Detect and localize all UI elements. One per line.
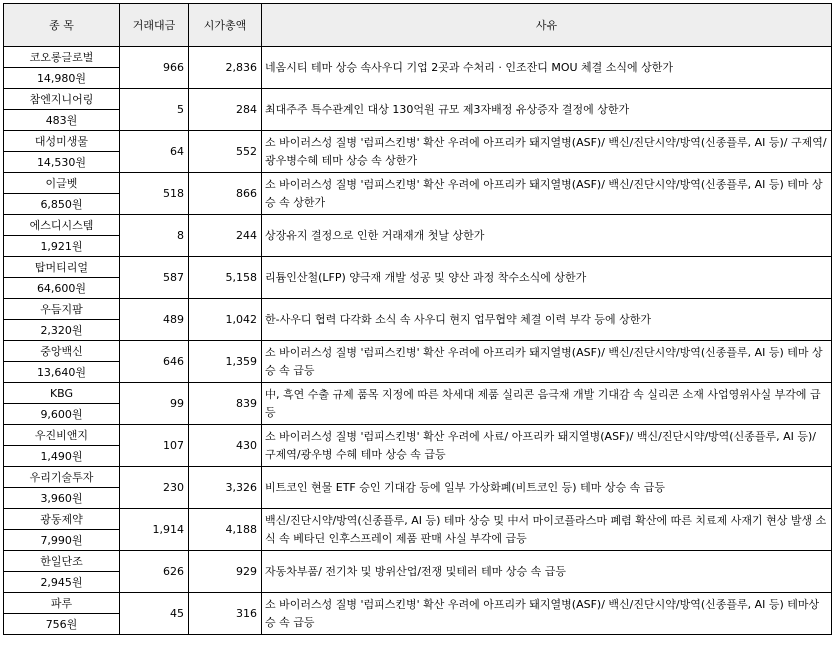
market-cap: 5,158 (189, 257, 262, 299)
trade-volume: 64 (120, 131, 189, 173)
stock-price: 2,320원 (4, 320, 120, 341)
header-row (4, 4, 832, 47)
stock-price: 14,980원 (4, 68, 120, 89)
stock-name: 탑머티리얼 (4, 257, 120, 278)
table-row (4, 383, 832, 404)
stock-price: 64,600원 (4, 278, 120, 299)
reason-text: 비트코인 현물 ETF 승인 기대감 등에 일부 가상화폐(비트코인 등) 테마 상승 속 급등 (262, 467, 832, 509)
stock-price: 7,990원 (4, 530, 120, 551)
reason-text: 한-사우디 협력 다각화 소식 속 사우디 현지 업무협약 체결 이력 부각 등에 상한가 (262, 299, 832, 341)
reason-text: 최대주주 특수관계인 대상 130억원 규모 제3자배정 유상증자 결정에 상한가 (262, 89, 832, 131)
market-cap: 929 (189, 551, 262, 593)
table-row (4, 467, 832, 488)
reason-text: 소 바이러스성 질병 '럼피스킨병' 확산 우려에 아프리카 돼지열병(ASF)/ 백신/진단시약/방역(신종플루, AI 등) 테마 상승 속 급등 (262, 341, 832, 383)
stock-price: 6,850원 (4, 194, 120, 215)
stock-name: 우듬지팜 (4, 299, 120, 320)
trade-volume: 8 (120, 215, 189, 257)
trade-volume: 646 (120, 341, 189, 383)
market-cap: 2,836 (189, 47, 262, 89)
market-cap: 839 (189, 383, 262, 425)
header-mcap: 시가총액 (189, 4, 262, 47)
table-row (4, 341, 832, 362)
trade-volume: 626 (120, 551, 189, 593)
trade-volume: 107 (120, 425, 189, 467)
market-cap: 552 (189, 131, 262, 173)
trade-volume: 1,914 (120, 509, 189, 551)
reason-text: 백신/진단시약/방역(신종플루, AI 등) 테마 상승 및 中서 마이코플라스마 폐렴 확산에 따른 치료제 사재기 현상 발생 소식 속 베타딘 인후스프레이 제품 판매 사실 부각에 급등 (262, 509, 832, 551)
stock-name: 이글벳 (4, 173, 120, 194)
stock-name: 한일단조 (4, 551, 120, 572)
trade-volume: 518 (120, 173, 189, 215)
trade-volume: 230 (120, 467, 189, 509)
stock-price: 3,960원 (4, 488, 120, 509)
stock-price: 1,490원 (4, 446, 120, 467)
stock-price: 14,530원 (4, 152, 120, 173)
stock-price: 1,921원 (4, 236, 120, 257)
market-cap: 866 (189, 173, 262, 215)
table-row (4, 509, 832, 530)
header-reason: 사유 (262, 4, 832, 47)
stock-name: 에스디시스템 (4, 215, 120, 236)
trade-volume: 587 (120, 257, 189, 299)
header-name: 종 목 (4, 4, 120, 47)
table-row (4, 299, 832, 320)
header-volume: 거래대금 (120, 4, 189, 47)
stock-name: KBG (4, 383, 120, 404)
reason-text: 소 바이러스성 질병 '럼피스킨병' 확산 우려에 아프리카 돼지열병(ASF)/ 백신/진단시약/방역(신종플루, AI 등) 테마상승 속 급등 (262, 593, 832, 635)
table-row (4, 131, 832, 152)
reason-text: 소 바이러스성 질병 '럼피스킨병' 확산 우려에 아프리카 돼지열병(ASF)/ 백신/진단시약/방역(신종플루, AI 등)/ 구제역/광우병수혜 테마 상승 속 상한가 (262, 131, 832, 173)
market-cap: 4,188 (189, 509, 262, 551)
market-cap: 430 (189, 425, 262, 467)
market-cap: 1,042 (189, 299, 262, 341)
stock-table (3, 3, 832, 635)
reason-text: 네옴시티 테마 상승 속사우디 기업 2곳과 수처리 · 인조잔디 MOU 체결 소식에 상한가 (262, 47, 832, 89)
reason-text: 상장유지 결정으로 인한 거래재개 첫날 상한가 (262, 215, 832, 257)
stock-name: 참엔지니어링 (4, 89, 120, 110)
table-body (4, 47, 832, 635)
trade-volume: 45 (120, 593, 189, 635)
market-cap: 1,359 (189, 341, 262, 383)
stock-name: 광동제약 (4, 509, 120, 530)
market-cap: 284 (189, 89, 262, 131)
reason-text: 소 바이러스성 질병 '럼피스킨병' 확산 우려에 사료/ 아프리카 돼지열병(ASF)/ 백신/진단시약/방역(신종플루, AI 등)/ 구제역/광우병 수혜 테마 상승 속 급등 (262, 425, 832, 467)
table-row (4, 257, 832, 278)
stock-price: 13,640원 (4, 362, 120, 383)
stock-name: 파루 (4, 593, 120, 614)
reason-text: 中, 흑연 수출 규제 품목 지정에 따른 차세대 제품 실리콘 음극재 개발 기대감 속 실리콘 소재 사업영위사실 부각에 급등 (262, 383, 832, 425)
stock-price: 2,945원 (4, 572, 120, 593)
table-row (4, 173, 832, 194)
stock-name: 대성미생물 (4, 131, 120, 152)
stock-name: 우진비앤지 (4, 425, 120, 446)
stock-name: 코오롱글로벌 (4, 47, 120, 68)
stock-price: 483원 (4, 110, 120, 131)
trade-volume: 99 (120, 383, 189, 425)
trade-volume: 489 (120, 299, 189, 341)
stock-name: 중앙백신 (4, 341, 120, 362)
table-row (4, 551, 832, 572)
table-row (4, 215, 832, 236)
table-row (4, 593, 832, 614)
stock-name: 우리기술투자 (4, 467, 120, 488)
table-row (4, 47, 832, 68)
reason-text: 리튬인산철(LFP) 양극재 개발 성공 및 양산 과정 착수소식에 상한가 (262, 257, 832, 299)
table-row (4, 425, 832, 446)
stock-price: 9,600원 (4, 404, 120, 425)
reason-text: 소 바이러스성 질병 '럼피스킨병' 확산 우려에 아프리카 돼지열병(ASF)/ 백신/진단시약/방역(신종플루, AI 등) 테마 상승 속 상한가 (262, 173, 832, 215)
stock-price: 756원 (4, 614, 120, 635)
market-cap: 3,326 (189, 467, 262, 509)
market-cap: 244 (189, 215, 262, 257)
trade-volume: 5 (120, 89, 189, 131)
reason-text: 자동차부품/ 전기차 및 방위산업/전쟁 및테러 테마 상승 속 급등 (262, 551, 832, 593)
market-cap: 316 (189, 593, 262, 635)
table-row (4, 89, 832, 110)
trade-volume: 966 (120, 47, 189, 89)
